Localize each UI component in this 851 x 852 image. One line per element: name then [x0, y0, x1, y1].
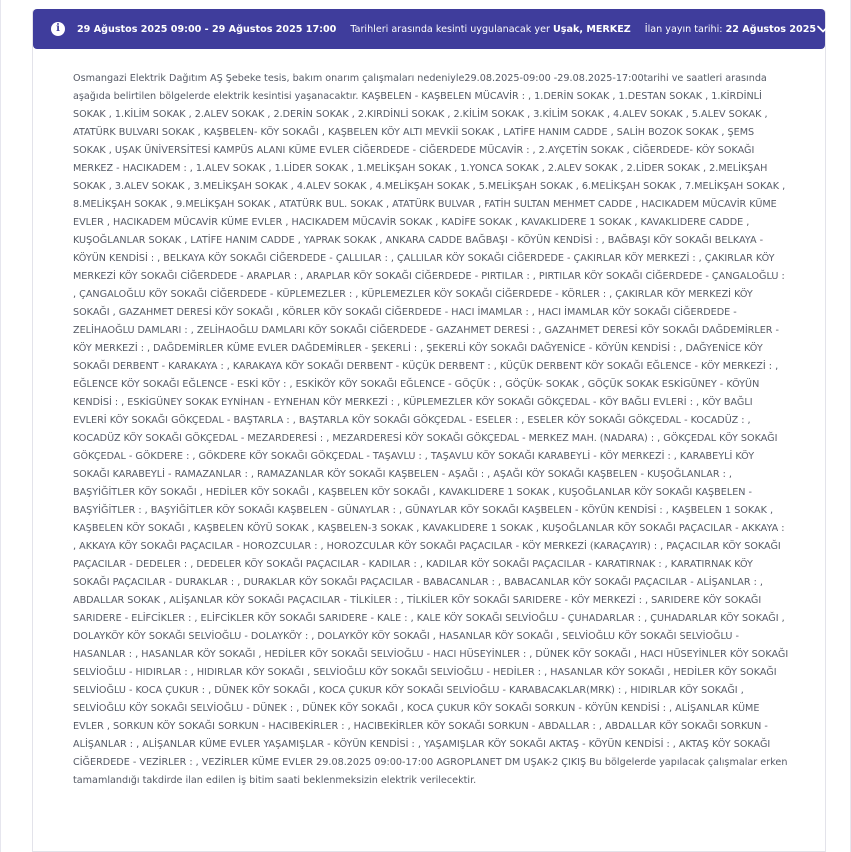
header-text	[77, 24, 816, 35]
outage-description: Osmangazi Elektrik Dağıtım AŞ Şebeke tesis, bakım onarım çalışmaları nedeniyle29.08.2025-09:00 -29.08.2025-17:00tarihi ve saatleri arasında aşağıda belirtilen bölgelerde elektrik kesintisi yaşanacaktır. KAŞBELEN - KAŞBELEN MÜCAVİR : , 1.DERİN SOKAK , 1.DESTAN SOKAK , 1.KİRDİNLİ SOKAK , 1.KİLİM SOKAK , 2.ALEV SOKAK , 2.DERİN SOKAK , 2.KIRDİNLİ SOKAK , 2.KİLİM SOKAK , 3.KİLİM SOKAK , 4.ALEV SOKAK , 5.ALEV SOKAK , ATATÜRK BULVARI SOKAK , KAŞBELEN- KÖY SOKAĞI , KAŞBELEN KÖY ALTI MEVKİİ SOKAK , LATİFE HANIM CADDE , SALİH BOZOK SOKAK , ŞEMS SOKAK , UŞAK ÜNİVERSİTESİ KAMPÜS ALANI KÜME EVLER CİĞERDEDE - CİĞERDEDE MÜCAVİR : , 2.AYÇETİN SOKAK , CİĞERDEDE- KÖY SOKAĞI MERKEZ - HACIKADEM : , 1.ALEV SOKAK , 1.LİDER SOKAK , 1.MELİKŞAH SOKAK , 1.YONCA SOKAK , 2.ALEV SOKAK , 2.LİDER SOKAK , 2.MELİKŞAH SOKAK , 3.ALEV SOKAK , 3.MELİKŞAH SOKAK , 4.ALEV SOKAK , 4.MELİKŞAH SOKAK , 5.MELİKŞAH SOKAK , 6.MELİKŞAH SOKAK , 7.MELİKŞAH SOKAK , 8.MELİKŞAH SOKAK , 9.MELİKŞAH SOKAK , ATATÜRK BUL. SOKAK , ATATÜRK BULVAR , FATİH SULTAN MEHMET CADDE , HACIKADEM MÜCAVİR KÜME EVLER , HACIKADEM MÜCAVİR KÜME EVLER , HACIKADEM MÜCAVİR SOKAK , KADİFE SOKAK , KAVAKLIDERE 1 SOKAK , KAVAKLIDERE CADDE , KUŞOĞLANLAR SOKAK , LATİFE HANIM CADDE , YAPRAK SOKAK , ANKARA CADDE BAĞBAŞI - KÖYÜN KENDİSİ : , BAĞBAŞI KÖY SOKAĞI BELKAYA - KÖYÜN KENDİSİ : , BELKAYA KÖY SOKAĞI CİĞERDEDE - ÇALLILAR : , ÇALLILAR KÖY SOKAĞI CİĞERDEDE - ÇAKIRLAR KÖY MERKEZİ : , ÇAKIRLAR KÖY MERKEZİ KÖY SOKAĞI CİĞERDEDE - ARAPLAR : , ARAPLAR KÖY SOKAĞI CİĞERDEDE - PIRTILAR : , PIRTILAR KÖY SOKAĞI CİĞERDEDE - ÇANGALOĞLU : , ÇANGALOĞLU KÖY SOKAĞI CİĞERDEDE - KÜPLEMEZLER : , KÜPLEMEZLER KÖY SOKAĞI CİĞERDEDE - KÖRLER : , ÇAKIRLAR KÖY MERKEZİ KÖY SOKAĞI , GAZAHMET DERESİ KÖY SOKAĞI , KÖRLER KÖY SOKAĞI CİĞERDEDE - HACI İMAMLAR : , HACI İMAMLAR KÖY SOKAĞI CİĞERDEDE - ZELİHAOĞLU DAMLARI : , ZELİHAOĞLU DAMLARI KÖY SOKAĞI CİĞERDEDE - GAZAHMET DERESİ : , GAZAHMET DERESİ KÖY SOKAĞI DAĞDEMİRLER - KÖY MERKEZİ : , DAĞDEMİRLER KÜME EVLER DAĞDEMİRLER - ŞEKERLİ : , ŞEKERLİ KÖY SOKAĞI DAĞYENİCE - KÖYÜN KENDİSİ : , DAĞYENİCE KÖY SOKAĞI DERBENT - KARAKAYA : , KARAKAYA KÖY SOKAĞI DERBENT - KÜÇÜK DERBENT : , KÜÇÜK DERBENT KÖY SOKAĞI EĞLENCE - KÖY MERKEZİ : , EĞLENCE KÖY SOKAĞI EĞLENCE - ESKİ KÖY : , ESKİKÖY KÖY SOKAĞI EĞLENCE - GÖÇÜK : , GÖÇÜK- SOKAK , GÖÇÜK SOKAK ESKİGÜNEY - KÖYÜN KENDİSİ : , ESKİGÜNEY SOKAK EYNİHAN - EYNEHAN KÖY MERKEZİ : , KÜPLEMEZLER KÖY SOKAĞI GÖKÇEDAL - KÖY BAĞLI EVLERİ : , KÖY BAĞLI EVLERİ KÖY SOKAĞI GÖKÇEDAL - BAŞTARLA : , BAŞTARLA KÖY SOKAĞI GÖKÇEDAL - ESELER : , ESELER KÖY SOKAĞI GÖKÇEDAL - KOCADÜZ : , KOCADÜZ KÖY SOKAĞI GÖKÇEDAL - MEZARDERESİ : , MEZARDERESİ KÖY SOKAĞI GÖKÇEDAL - MERKEZ MAH. (NADARA) : , GÖKÇEDAL KÖY SOKAĞI GÖKÇEDAL - GÖKDERE : , GÖKDERE KÖY SOKAĞI GÖKÇEDAL - TAŞAVLU : , TAŞAVLU KÖY SOKAĞI KARABEYLİ - KÖY MERKEZİ : , KARABEYLİ KÖY SOKAĞI KARABEYLİ - RAMAZANLAR : , RAMAZANLAR KÖY SOKAĞI KAŞBELEN - AŞAĞI : , AŞAĞI KÖY SOKAĞI KAŞBELEN - KUŞOĞLANLAR : , BAŞYİĞİTLER KÖY SOKAĞI , HEDİLER KÖY SOKAĞI , KAŞBELEN KÖY SOKAĞI , KAVAKLIDERE 1 SOKAK , KUŞOĞLANLAR KÖY SOKAĞI KAŞBELEN - BAŞYİĞİTLER : , BAŞYİĞİTLER KÖY SOKAĞI KAŞBELEN - GÜNAYLAR : , GÜNAYLAR KÖY SOKAĞI KAŞBELEN - KÖYÜN KENDİSİ : , KAŞBELEN 1 SOKAK , KAŞBELEN KÖY SOKAĞI , KAŞBELEN KÖYÜ SOKAK , KAŞBELEN-3 SOKAK , KAVAKLIDERE 1 SOKAK , KUŞOĞLANLAR KÖY SOKAĞI PAÇACILAR - AKKAYA : , AKKAYA KÖY SOKAĞI PAÇACILAR - HOROZCULAR : , HOROZCULAR KÖY SOKAĞI PAÇACILAR - KÖY MERKEZİ (KARAÇAYIR) : , PAÇACILAR KÖY SOKAĞI PAÇACILAR - DEDELER : , DEDELER KÖY SOKAĞI PAÇACILAR - KADILAR : , KADILAR KÖY SOKAĞI PAÇACILAR - KARATIRNAK : , KARATIRNAK KÖY SOKAĞI PAÇACILAR - DURAKLAR : , DURAKLAR KÖY SOKAĞI PAÇACILAR - BABACANLAR : , BABACANLAR KÖY SOKAĞI PAÇACILAR - ALİŞANLAR : , ABDALLAR SOKAK , ALİŞANLAR KÖY SOKAĞI PAÇACILAR - TİLKİLER : , TİLKİLER KÖY SOKAĞI SARIDERE - KÖY MERKEZİ : , SARIDERE KÖY SOKAĞI SARIDERE - ELİFCİKLER : , ELİFCİKLER KÖY SOKAĞI SARIDERE - KALE : , KALE KÖY SOKAĞI SELVİOĞLU - ÇUHADARLAR : , ÇUHADARLAR KÖY SOKAĞI , DOLAYKÖY KÖY SOKAĞI SELVİOĞLU - DOLAYKÖY : , DOLAYKÖY KÖY SOKAĞI , HASANLAR KÖY SOKAĞI , SELVİOĞLU KÖY SOKAĞI SELVİOĞLU - HASANLAR : , HASANLAR KÖY SOKAĞI , HEDİLER KÖY SOKAĞI SELVİOĞLU - HACI HÜSEYİNLER : , DÜNEK KÖY SOKAĞI , HACI HÜSEYİNLER KÖY SOKAĞI SELVİOĞLU - HIDIRLAR : , HIDIRLAR KÖY SOKAĞI , SELVİOĞLU KÖY SOKAĞI SELVİOĞLU - HEDİLER : , HASANLAR KÖY SOKAĞI , HEDİLER KÖY SOKAĞI SELVİOĞLU - KOCA ÇUKUR : , DÜNEK KÖY SOKAĞI , KOCA ÇUKUR KÖY SOKAĞI SELVİOĞLU - KARABACAKLAR(MRK) : , HIDIRLAR KÖY SOKAĞI , SELVİOĞLU KÖY SOKAĞI SELVİOĞLU - DÜNEK : , DÜNEK KÖY SOKAĞI , KOCA ÇUKUR KÖY SOKAĞI SORKUN - KÖYÜN KENDİSİ : , ALİŞANLAR KÜME EVLER , SORKUN KÖY SOKAĞI SORKUN - HACIBEKİRLER : , HACIBEKİRLER KÖY SOKAĞI SORKUN - ABDALLAR : , ABDALLAR KÖY SOKAĞI SORKUN - ALİŞANLAR : , ALİŞANLAR KÜME EVLER YAŞAMIŞLAR - KÖYÜN KENDİSİ : , YAŞAMIŞLAR KÖY SOKAĞI AKTAŞ - KÖYÜN KENDİSİ : , AKTAŞ KÖY SOKAĞI CİĞERDEDE - VEZİRLER : , VEZİRLER KÜME EVLER 29.08.2025 09:00-17:00 AGROPLANET DM UŞAK-2 ÇIKIŞ Bu bölgelerde yapılacak çalışmalar erken tamamlandığı takdirde ilan edilen iş bitim saati beklenmeksizin elektrik verilecektir.	[73, 73, 789, 786]
info-icon: i	[51, 22, 65, 36]
location: Uşak, MERKEZ	[552, 23, 631, 35]
publish-label: İlan yayın tarihi:	[644, 23, 723, 35]
desc-prefix: Tarihleri arasında kesinti uygulanacak yer	[350, 23, 550, 35]
publish-date: 22 Ağustos 2025	[725, 23, 817, 35]
date-range: 29 Ağustos 2025 09:00 - 29 Ağustos 2025 17:00	[77, 23, 337, 35]
outage-header[interactable]	[33, 9, 825, 49]
page-left-border	[0, 0, 1, 852]
